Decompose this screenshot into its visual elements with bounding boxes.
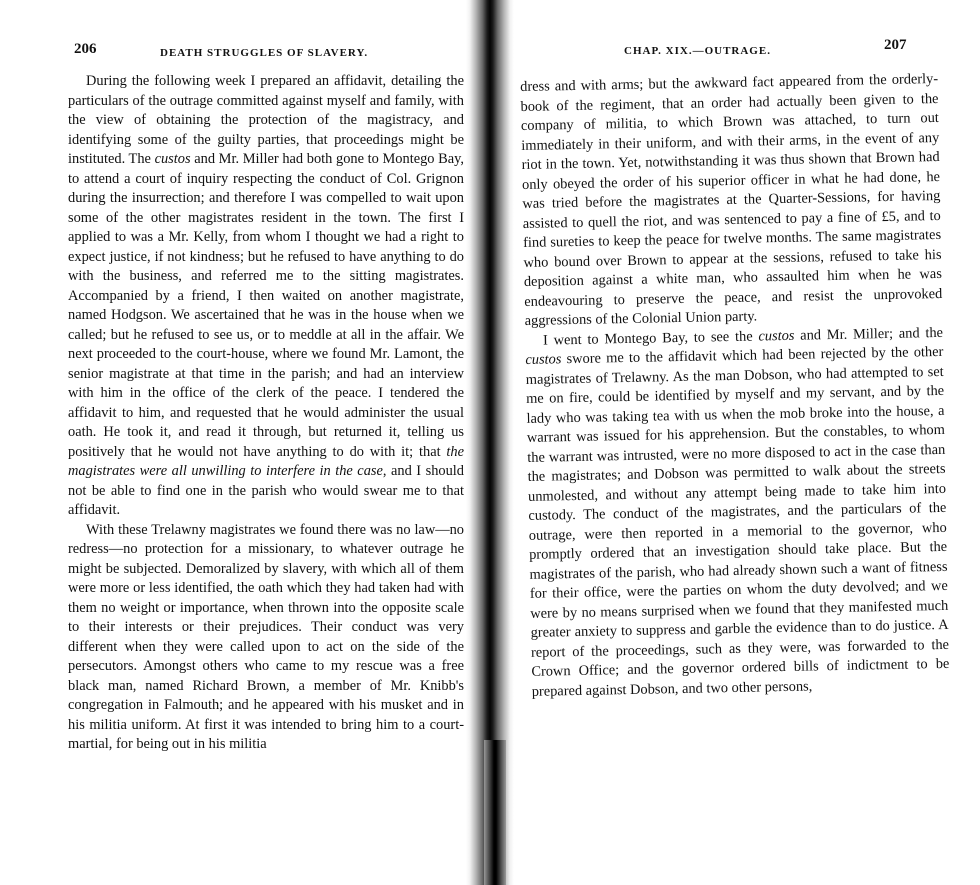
text-run: During the following week I prepared an affidavit, detailing the particulars of the outrage committed against myself and family, with the view of obtaining the protection of the magistracy, and identifying some of the guilty parties, that proceedings might be instituted. The: [68, 73, 464, 167]
italic-text: custos: [758, 327, 795, 344]
italic-text: custos: [525, 351, 562, 368]
text-run: and Mr. Miller; and the: [794, 324, 944, 344]
text-run: dress and with arms; but the awkward fact appeared from the orderly-book of the regiment, that an order had actually been given to the company of militia, to which Brown was attached, to turn out immediately in their uniform, and with their arms, in the event of any riot in the town. Yet, notwithstanding it was thus shown that Brown had only obeyed the order of his superior officer in what he had done, he was tried before the magistrates at the Quarter-Sessions, for having assisted to quell the riot, and was sentenced to pay a fine of £5, and to find sureties to keep the peace for twelve months. The same magistrates who bound over Brown to appear at the sessions, refused to take his deposition against a white man, who assaulted him when he was endeavouring to preserve the peace, and resist the unprovoked aggressions of the Colonial Union party.: [520, 70, 943, 329]
text-run: With these Trelawny magistrates we found there was no law—no redress—no protection for a missionary, to whatever outrage he might be subjected. Demoralized by slavery, with which all of them were more or less identified, the oath which they had taken had with them no weight or importance, when thrown into the opposite scale to their interests or their prejudices. Their conduct was very different when they were called upon to act on the side of the persecutors. Amongst others who came to my rescue was a free black man, named Richard Brown, a member of Mr. Knibb's congregation in Falmouth; and he appeared with his musket and in his militia uniform. At first it was intended to bring him to a court-martial, for being out in his militia: [68, 521, 464, 752]
paragraph: [68, 521, 464, 755]
right-page-number: 207: [884, 37, 907, 53]
left-running-head: DEATH STRUGGLES OF SLAVERY.: [160, 47, 369, 59]
italic-text: the magistrates were all unwilling to interfere in the case: [68, 443, 464, 479]
text-run: , and I should not be able to find one in the parish who would swear me to that affidavit.: [68, 463, 464, 518]
book-gutter-shadow: [484, 740, 506, 885]
right-running-head: CHAP. XIX.—OUTRAGE.: [624, 45, 771, 57]
left-page-body: [68, 72, 464, 755]
paragraph: [525, 323, 950, 701]
right-page-body: [520, 70, 950, 702]
paragraph: [520, 70, 943, 331]
text-run: I went to Montego Bay, to see the: [542, 327, 759, 349]
left-page-number: 206: [74, 41, 97, 57]
paragraph: [68, 72, 464, 521]
text-run: and Mr. Miller had both gone to Montego Bay, to attend a court of inquiry respecting the conduct of Col. Grignon during the insurrection; and therefore I was compelled to wait upon some of the other magistrates resident in the town. The first I applied to was a Mr. Kelly, from whom I thought we had a right to expect justice, if not kindness; but he refused to have anything to do with the business, and referred me to the sitting magistrates. Accompanied by a friend, I then waited on another magistrate, named Hodgson. We ascertained that he was in the house when we called; but he refused to see us, or to meddle at all in the affair. We next proceeded to the court-house, where we found Mr. Lamont, the senior magistrate at that time in the parish; and had an interview with him in the office of the clerk of the peace. I tendered the affidavit to him, and requested that he would administer the usual oath. He took it, and read it through, but returned it, telling us positively that he would not have anything to do with it; that: [68, 151, 464, 460]
text-run: swore me to the affidavit which had been rejected by the other magistrates of Trelawny. As the man Dobson, who had attempted to set me on fire, could be identified by myself and my servant, and by the lady who was taking tea with us when the mob broke into the house, a warrant was issued for his apprehension. But the constables, to whom the warrant was intrusted, were no more disposed to act in the case than the magistrates; and Dobson was permitted to walk about the streets unmolested, and without any attempt being made to take him into custody. The conduct of the magistrates, and the particulars of the outrage, were then reported in a memorial to the governor, who promptly ordered that an investigation should take place. But the magistrates of the parish, who had already shown such a want of fitness for their office, were the parties on whom the duty devolved; and we were by no means surprised when we found that they manifested much greater anxiety to suppress and garble the evidence than to do justice. A report of the proceedings, such as they were, was forwarded to the Crown Office; and the governor ordered bills of indictment to be prepared against Dobson, and two other persons,: [525, 343, 950, 700]
italic-text: custos: [154, 151, 191, 167]
